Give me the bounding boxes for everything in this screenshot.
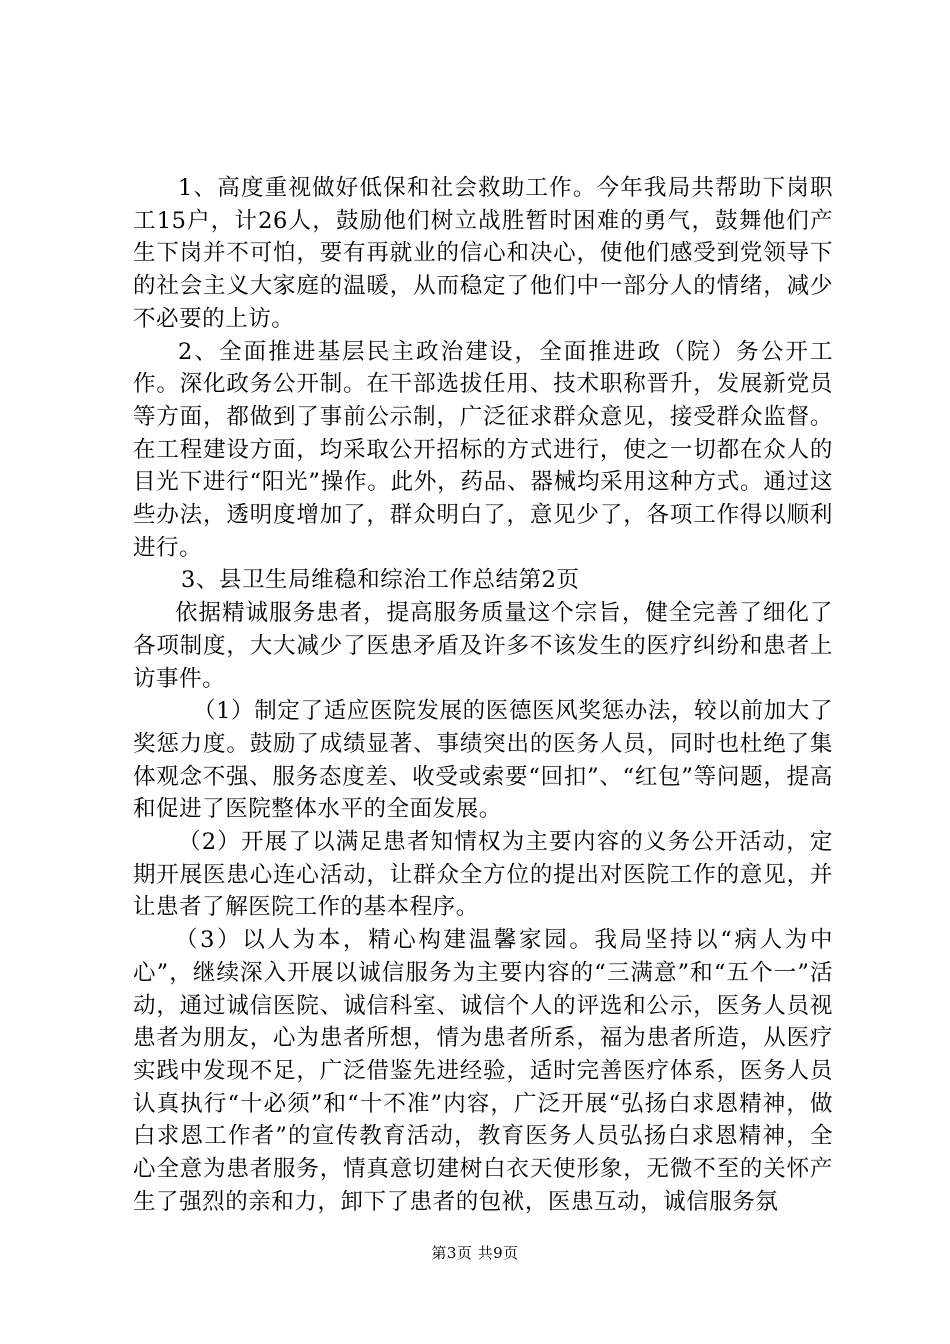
document-body (133, 172, 833, 1219)
paragraph-section-heading: 3、县卫生局维稳和综治工作总结第2页 (181, 567, 580, 594)
paragraph-social-assistance: 1、高度重视做好低保和社会救助工作。今年我局共帮助下岗职工15户，计26人，鼓励他们树立战胜暂时困难的勇气，鼓舞他们产生下岗并不可怕，要有再就业的信心和决心，使他们感受到党领导下的社会主义大家庭的温暖，从而稳定了他们中一部分人的情绪，减少不必要的上访。 (133, 175, 833, 332)
paragraph-service-purpose: 依据精诚服务患者，提高服务质量这个宗旨，健全完善了细化了各项制度，大大减少了医患矛盾及许多不该发生的医疗纠纷和患者上访事件。 (133, 600, 833, 692)
paragraph-item-2: （2）开展了以满足患者知情权为主要内容的义务公开活动，定期开展医患心连心活动，让群众全方位的提出对医院工作的意见，并让患者了解医院工作的基本程序。 (133, 829, 833, 921)
paragraph-grassroots-democracy: 2、全面推进基层民主政治建设，全面推进政（院）务公开工作。深化政务公开制。在干部选拔任用、技术职称晋升，发展新党员等方面，都做到了事前公示制，广泛征求群众意见，接受群众监督。在工程建设方面，均采取公开招标的方式进行，使之一切都在众人的目光下进行“阳光”操作。此外，药品、器械均采用这种方式。通过这些办法，透明度增加了，群众明白了，意见少了，各项工作得以顺利进行。 (133, 338, 833, 561)
page-number: 第3页 共9页 (431, 1244, 519, 1262)
paragraph-item-3: （3）以人为本，精心构建温馨家园。我局坚持以“病人为中心”，继续深入开展以诚信服务为主要内容的“三满意”和“五个一”活动，通过诚信医院、诚信科室、诚信个人的评选和公示，医务人员视患者为朋友，心为患者所想，情为患者所系，福为患者所造，从医疗实践中发现不足，广泛借鉴先进经验，适时完善医疗体系，医务人员认真执行“十必须”和“十不准”内容，广泛开展“弘扬白求恩精神，做白求恩工作者”的宣传教育活动，教育医务人员弘扬白求恩精神，全心全意为患者服务，情真意切建树白衣天使形象，无微不至的关怀产生了强烈的亲和力，卸下了患者的包袱，医患互动，诚信服务氛 (133, 927, 833, 1215)
paragraph-item-1: （1）制定了适应医院发展的医德医风奖惩办法，较以前加大了奖惩力度。鼓励了成绩显著、事绩突出的医务人员，同时也杜绝了集体观念不强、服务态度差、收受或索要“回扣”、“红包”等问题，提高和促进了医院整体水平的全面发展。 (133, 698, 833, 823)
